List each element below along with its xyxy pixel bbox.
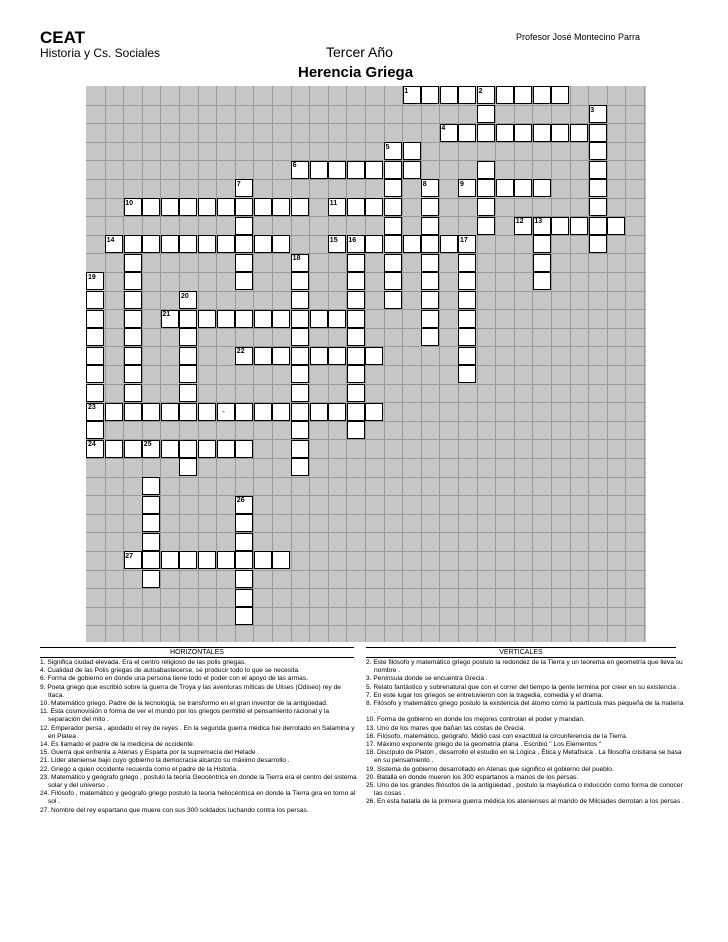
crossword-cell[interactable] [179, 365, 197, 383]
teacher-name: Profesor José Montecino Parra [515, 32, 640, 42]
crossword-cell[interactable] [105, 403, 123, 421]
clue-number: 4 [441, 125, 446, 133]
crossword-cell[interactable] [198, 403, 216, 421]
grid-line [421, 86, 422, 642]
crossword-cell[interactable] [254, 310, 272, 328]
crossword-cell[interactable] [124, 384, 142, 402]
crossword-cell[interactable] [533, 254, 551, 272]
clue-number: 1 [404, 88, 409, 95]
crossword-cell[interactable] [124, 365, 142, 383]
crossword-cell[interactable] [198, 198, 216, 216]
horizontal-clue: 14. Es llamado el padre de la medicina de occidente. [40, 741, 195, 749]
crossword-cell[interactable] [161, 440, 179, 458]
clue-number: 6 [292, 162, 297, 170]
crossword-cell[interactable] [235, 570, 253, 588]
clue-number: 9 [460, 181, 464, 188]
crossword-cell[interactable] [235, 272, 253, 290]
crossword-cell[interactable] [589, 217, 607, 235]
crossword-cell[interactable] [310, 310, 328, 328]
crossword-cell[interactable] [570, 217, 588, 235]
vertical-clue: 17. Máximo exponente griego de la geometría plana . Escribió " Los Elementos " [366, 741, 602, 749]
crossword-cell[interactable] [440, 86, 458, 104]
crossword-cell[interactable] [403, 142, 421, 160]
crossword-cell[interactable] [161, 235, 179, 253]
crossword-cell[interactable] [235, 533, 253, 551]
clue-number: 20 [181, 292, 189, 300]
crossword-cell[interactable] [421, 328, 439, 346]
grid-line [86, 384, 646, 385]
grid-line [644, 86, 645, 642]
crossword-cell[interactable] [347, 310, 365, 328]
crossword-cell[interactable] [86, 365, 104, 383]
crossword-cell[interactable] [124, 310, 142, 328]
crossword-cell[interactable] [235, 440, 253, 458]
crossword-cell[interactable] [179, 328, 197, 346]
horizontal-clue: 10. Matemático griego. Padre de la tecnología, se transformo en el gran inventor de la antigüedad. [40, 700, 328, 708]
crossword-cell[interactable] [198, 310, 216, 328]
crossword-cell[interactable] [142, 235, 160, 253]
crossword-cell[interactable] [458, 124, 476, 142]
crossword-cell[interactable] [272, 403, 290, 421]
crossword-cell[interactable] [105, 440, 123, 458]
crossword-cell[interactable] [179, 403, 197, 421]
crossword-cell[interactable] [179, 551, 197, 569]
crossword-cell[interactable] [421, 254, 439, 272]
crossword-cell[interactable] [477, 124, 495, 142]
crossword-cell[interactable] [421, 198, 439, 216]
crossword-cell[interactable] [161, 198, 179, 216]
grid-line [86, 588, 646, 589]
crossword-cell[interactable] [217, 198, 235, 216]
grid-line [495, 86, 496, 642]
crossword-cell[interactable] [421, 235, 439, 253]
crossword-cell[interactable] [235, 551, 253, 569]
crossword-cell[interactable] [291, 365, 309, 383]
crossword-cell[interactable] [217, 310, 235, 328]
crossword-cell[interactable] [458, 291, 476, 309]
crossword-cell[interactable] [310, 347, 328, 365]
crossword-cell[interactable] [328, 403, 346, 421]
crossword-cell[interactable] [533, 86, 551, 104]
crossword-cell[interactable] [514, 179, 532, 197]
crossword-cell[interactable] [291, 458, 309, 476]
crossword-cell[interactable] [589, 161, 607, 179]
crossword-cell[interactable] [403, 161, 421, 179]
crossword-cell[interactable] [365, 198, 383, 216]
crossword-cell[interactable] [551, 124, 569, 142]
crossword-cell[interactable] [384, 198, 402, 216]
crossword-cell[interactable] [477, 161, 495, 179]
crossword-cell[interactable] [291, 421, 309, 439]
vertical-clues-heading: VERTICALES [366, 647, 676, 658]
clue-number: 23 [88, 404, 96, 412]
grid-line [439, 86, 440, 642]
crossword-cell[interactable] [496, 124, 514, 142]
crossword-cell[interactable] [142, 496, 160, 514]
crossword-cell[interactable] [142, 198, 160, 216]
grid-line [86, 458, 646, 459]
crossword-cell[interactable] [365, 403, 383, 421]
worksheet-title: Herencia Griega [298, 64, 414, 81]
crossword-cell[interactable] [235, 310, 253, 328]
crossword-cell[interactable] [161, 403, 179, 421]
clue-number: 5 [385, 143, 390, 151]
crossword-cell[interactable] [272, 551, 290, 569]
crossword-cell[interactable] [347, 347, 365, 365]
vertical-clue: 25. Uno de los grandes filósofos de la antigüedad , postulo la mayéutica o inducción como forma de conocer las cosas . [366, 782, 683, 798]
clue-number: 22 [236, 348, 245, 356]
crossword-cell[interactable] [254, 551, 272, 569]
crossword-cell[interactable] [291, 310, 309, 328]
crossword-cell[interactable] [458, 365, 476, 383]
crossword-cell[interactable] [142, 403, 160, 421]
vertical-clue: 16. Filósofo, matemático, geógrafo. Midió casi con exactitud la circunferencia de la Tierra. [366, 732, 628, 740]
crossword-cell[interactable] [589, 124, 607, 142]
crossword-cell[interactable] [235, 217, 253, 235]
grid-line [532, 86, 533, 642]
crossword-cell[interactable] [458, 347, 476, 365]
crossword-cell[interactable] [347, 384, 365, 402]
crossword-cell[interactable] [179, 235, 197, 253]
crossword-cell[interactable] [477, 217, 495, 235]
crossword-cell[interactable] [179, 310, 197, 328]
crossword-cell[interactable] [347, 365, 365, 383]
crossword-cell[interactable] [291, 328, 309, 346]
grid-line [86, 495, 646, 496]
crossword-cell[interactable] [365, 235, 383, 253]
crossword-cell[interactable] [142, 533, 160, 551]
grid-line [86, 607, 646, 608]
crossword-cell[interactable] [198, 551, 216, 569]
crossword-cell[interactable] [384, 179, 402, 197]
crossword-cell[interactable] [570, 124, 588, 142]
crossword-cell[interactable] [235, 589, 253, 607]
horizontal-clue: 1. Significa ciudad elevada. Era el centro religioso de las polis griegas. [40, 659, 246, 666]
crossword-cell[interactable] [291, 440, 309, 458]
clue-number: 8 [422, 181, 427, 188]
crossword-cell[interactable] [179, 440, 197, 458]
vertical-clue: 10. Forma de gobierno en donde los mejores controlan el poder y mandan. [366, 716, 585, 724]
crossword-cell[interactable] [365, 347, 383, 365]
crossword-cell[interactable] [384, 291, 402, 309]
crossword-cell[interactable] [235, 198, 253, 216]
crossword-cell[interactable] [179, 458, 197, 476]
horizontal-clue: 23. Matemático y geógrafo griego , postulo la teoría Geocéntrica en donde la Tierra era el centro del sistema solar y del universo . [40, 773, 357, 790]
clue-number: 11 [329, 199, 338, 207]
crossword-cell[interactable] [142, 551, 160, 569]
crossword-cell[interactable] [254, 347, 272, 365]
crossword-cell[interactable] [533, 124, 551, 142]
crossword-grid [86, 86, 646, 642]
crossword-cell[interactable] [124, 235, 142, 253]
crossword-cell[interactable] [217, 403, 235, 421]
grid-line [86, 625, 646, 626]
school-name: CEAT [40, 28, 86, 47]
grid-line [86, 477, 646, 478]
clue-number: 24 [88, 441, 96, 449]
crossword-cell[interactable] [458, 86, 476, 104]
crossword-cell[interactable] [272, 198, 290, 216]
crossword-cell[interactable] [291, 291, 309, 309]
crossword-cell[interactable] [217, 440, 235, 458]
crossword-cell[interactable] [477, 179, 495, 197]
grid-line [86, 514, 646, 515]
crossword-cell[interactable] [124, 272, 142, 290]
crossword-cell[interactable] [254, 235, 272, 253]
clue-number: 16 [348, 236, 357, 244]
horizontal-clue: 21. Líder ateniense bajo cuyo gobierno la democracia alcanzo su máximo desarrollo . [40, 757, 290, 765]
crossword-cell[interactable] [235, 607, 253, 625]
grid-line [86, 365, 646, 366]
grid-line [86, 421, 646, 422]
clue-number: 25 [143, 441, 152, 449]
crossword-cell[interactable] [254, 403, 272, 421]
crossword-cell[interactable] [403, 235, 421, 253]
horizontal-clue: 15. Guerra que enfrenta a Atenas y Esparta por la supremacía del Helade . [40, 749, 260, 757]
crossword-cell[interactable] [86, 384, 104, 402]
crossword-cell[interactable] [589, 142, 607, 160]
crossword-cell[interactable] [179, 384, 197, 402]
crossword-cell[interactable] [291, 272, 309, 290]
grid-line [570, 86, 571, 642]
crossword-cell[interactable] [496, 179, 514, 197]
clue-number: 2 [478, 88, 483, 95]
vertical-clue: 8. Filósofo y matemático griego postulo la existencia del átomo como la partícula mas pequeña de la materia . [366, 700, 684, 716]
clue-number: 3 [590, 106, 595, 114]
crossword-cell[interactable] [235, 403, 253, 421]
crossword-cell[interactable] [533, 272, 551, 290]
clue-number: 7 [236, 181, 241, 188]
crossword-cell[interactable] [86, 347, 104, 365]
crossword-cell[interactable] [142, 477, 160, 495]
grid-line [551, 86, 552, 642]
horizontal-clue: 9. Poeta griego que escribió sobre la guerra de Troya y las aventuras míticas de Ulises (Odiseo) rey de Itaca. [40, 683, 341, 699]
vertical-clue: 18. Discípulo de Platón , desarrollo el estudio en la Lógica , Ética y Metafísica . La filosofía cristiana se basa en su pensamiento . [366, 749, 682, 765]
crossword-cell[interactable] [124, 254, 142, 272]
crossword-cell[interactable] [217, 235, 235, 253]
crossword-cell[interactable] [384, 272, 402, 290]
crossword-cell[interactable] [272, 235, 290, 253]
crossword-cell[interactable] [384, 254, 402, 272]
crossword-cell[interactable] [477, 198, 495, 216]
word-separator: - [222, 407, 225, 417]
crossword-cell[interactable] [328, 347, 346, 365]
horizontal-clue: 27. Nombre del rey espartano que muere con sus 300 soldados luchando contra los persas. [40, 806, 309, 814]
grid-line [86, 179, 646, 180]
crossword-cell[interactable] [458, 254, 476, 272]
crossword-cell[interactable] [440, 235, 458, 253]
clue-number: 10 [125, 199, 133, 207]
crossword-cell[interactable] [124, 403, 142, 421]
vertical-clue: 13. Uno de los mares que bañan las costas de Grecia. [366, 724, 526, 732]
grid-line [86, 532, 646, 533]
crossword-cell[interactable] [533, 179, 551, 197]
crossword-cell[interactable] [458, 310, 476, 328]
clue-number: 26 [236, 497, 245, 505]
crossword-cell[interactable] [310, 161, 328, 179]
crossword-cell[interactable] [198, 440, 216, 458]
horizontal-clues-list [40, 659, 358, 815]
grid-line [86, 328, 646, 329]
grid-line [86, 291, 646, 292]
crossword-cell[interactable] [421, 86, 439, 104]
crossword-cell[interactable] [347, 328, 365, 346]
clue-number: 18 [292, 255, 301, 263]
clue-number: 17 [460, 236, 468, 244]
crossword-cell[interactable] [328, 310, 346, 328]
horizontal-clue: 24. Filósofo , matemático y geógrafo griego postulo la teoría heliocéntrica en donde la Tierra gira en torno al sol . [40, 790, 356, 806]
crossword-cell[interactable] [458, 272, 476, 290]
vertical-clue: 2. Este filósofo y matemático griego postulo la redondez de la Tierra y un teorema en geometría que lleva su nombre . [366, 659, 683, 675]
crossword-cell[interactable] [179, 198, 197, 216]
crossword-cell[interactable] [235, 514, 253, 532]
crossword-cell[interactable] [86, 421, 104, 439]
grid-line [86, 272, 646, 273]
clue-number: 13 [534, 218, 543, 226]
crossword-cell[interactable] [551, 86, 569, 104]
crossword-cell[interactable] [328, 161, 346, 179]
horizontal-clue: 11. Esta cosmovisión o forma de ver el mundo por los griegos permitió el pensamiento racional y la separación del mito . [40, 708, 330, 724]
clue-number: 12 [515, 218, 524, 226]
grid-line [86, 142, 646, 143]
crossword-cell[interactable] [347, 272, 365, 290]
crossword-cell[interactable] [514, 124, 532, 142]
crossword-cell[interactable] [347, 421, 365, 439]
crossword-cell[interactable] [347, 161, 365, 179]
crossword-cell[interactable] [347, 254, 365, 272]
vertical-clue: 20. Batalla en donde mueren los 300 espartanos a manos de los persas. [366, 773, 579, 781]
crossword-cell[interactable] [458, 328, 476, 346]
crossword-cell[interactable] [421, 310, 439, 328]
crossword-cell[interactable] [589, 198, 607, 216]
crossword-cell[interactable] [291, 347, 309, 365]
horizontal-clue: 22. Griego a quien occidente recuerda como el padre de la Historia. [40, 765, 238, 773]
vertical-clue: 5. Relato fantástico y sobrenatural que con el correr del tiempo la gente termina por creer en su existencia . [366, 683, 680, 691]
crossword-cell[interactable] [533, 235, 551, 253]
crossword-cell[interactable] [310, 403, 328, 421]
crossword-cell[interactable] [124, 347, 142, 365]
vertical-clue: 26. En esta batalla de la primera guerra médica los atenienses al mando de Milciades derrotan a los persas . [366, 798, 684, 806]
crossword-cell[interactable] [514, 86, 532, 104]
vertical-clue: 7. En este lugar los griegos se entretuvieron con la tragedia, comedia y el drama. [366, 691, 604, 699]
crossword-cell[interactable] [272, 347, 290, 365]
crossword-cell[interactable] [291, 403, 309, 421]
vertical-clue: 3. Península donde se encuentra Grecia . [366, 675, 488, 683]
crossword-cell[interactable] [142, 570, 160, 588]
grid-line [514, 86, 515, 642]
grade-level: Tercer Año [326, 44, 393, 60]
crossword-cell[interactable] [179, 347, 197, 365]
crossword-cell[interactable] [347, 198, 365, 216]
horizontal-clue: 6. Forma de gobierno en donde una persona tiene todo el poder con el apoyo de las armas. [40, 675, 308, 683]
grid-line [607, 86, 608, 642]
crossword-cell[interactable] [235, 235, 253, 253]
crossword-cell[interactable] [384, 217, 402, 235]
crossword-cell[interactable] [421, 291, 439, 309]
grid-line [86, 570, 646, 571]
crossword-cell[interactable] [589, 179, 607, 197]
horizontal-clue: 4. Cualidad de las Polis griegas de autoabastecerse, se producir todo lo que se necesita. [40, 667, 300, 675]
crossword-cell[interactable] [272, 310, 290, 328]
grid-line [86, 105, 646, 106]
crossword-cell[interactable] [198, 235, 216, 253]
crossword-cell[interactable] [551, 217, 569, 235]
clue-number: 27 [125, 553, 133, 560]
clue-number: 15 [329, 236, 338, 244]
crossword-cell[interactable] [217, 551, 235, 569]
crossword-cell[interactable] [142, 514, 160, 532]
horizontal-clue: 12. Emperador persa , apodado el rey de reyes . En la segunda guerra médica fue derrotado en Salamina y en Platea . [40, 724, 355, 740]
grid-line [86, 253, 646, 254]
clue-number: 14 [106, 236, 115, 244]
crossword-cell[interactable] [421, 272, 439, 290]
crossword-cell[interactable] [421, 217, 439, 235]
crossword-cell[interactable] [496, 86, 514, 104]
crossword-cell[interactable] [291, 384, 309, 402]
clue-number: 21 [162, 311, 171, 319]
crossword-cell[interactable] [347, 291, 365, 309]
crossword-cell[interactable] [365, 161, 383, 179]
crossword-cell[interactable] [124, 440, 142, 458]
crossword-cell[interactable] [589, 235, 607, 253]
crossword-cell[interactable] [86, 310, 104, 328]
crossword-cell[interactable] [124, 291, 142, 309]
grid-line [625, 86, 626, 642]
crossword-cell[interactable] [254, 198, 272, 216]
crossword-cell[interactable] [161, 551, 179, 569]
subject-name: Historia y Cs. Sociales [40, 46, 161, 60]
vertical-clues-list [366, 659, 684, 807]
crossword-cell[interactable] [86, 291, 104, 309]
crossword-cell[interactable] [477, 105, 495, 123]
clue-number: 19 [88, 274, 96, 281]
horizontal-clues-heading: HORIZONTALES [40, 647, 354, 658]
crossword-cell[interactable] [384, 161, 402, 179]
grid-line [105, 86, 106, 642]
crossword-cell[interactable] [235, 254, 253, 272]
crossword-cell[interactable] [291, 198, 309, 216]
crossword-cell[interactable] [347, 403, 365, 421]
crossword-cell[interactable] [384, 235, 402, 253]
crossword-cell[interactable] [86, 328, 104, 346]
vertical-clue: 19. Sistema de gobierno desarrollado en Atenas que significo el gobierno del pueblo. [366, 765, 614, 773]
crossword-cell[interactable] [124, 328, 142, 346]
crossword-cell[interactable] [607, 217, 625, 235]
